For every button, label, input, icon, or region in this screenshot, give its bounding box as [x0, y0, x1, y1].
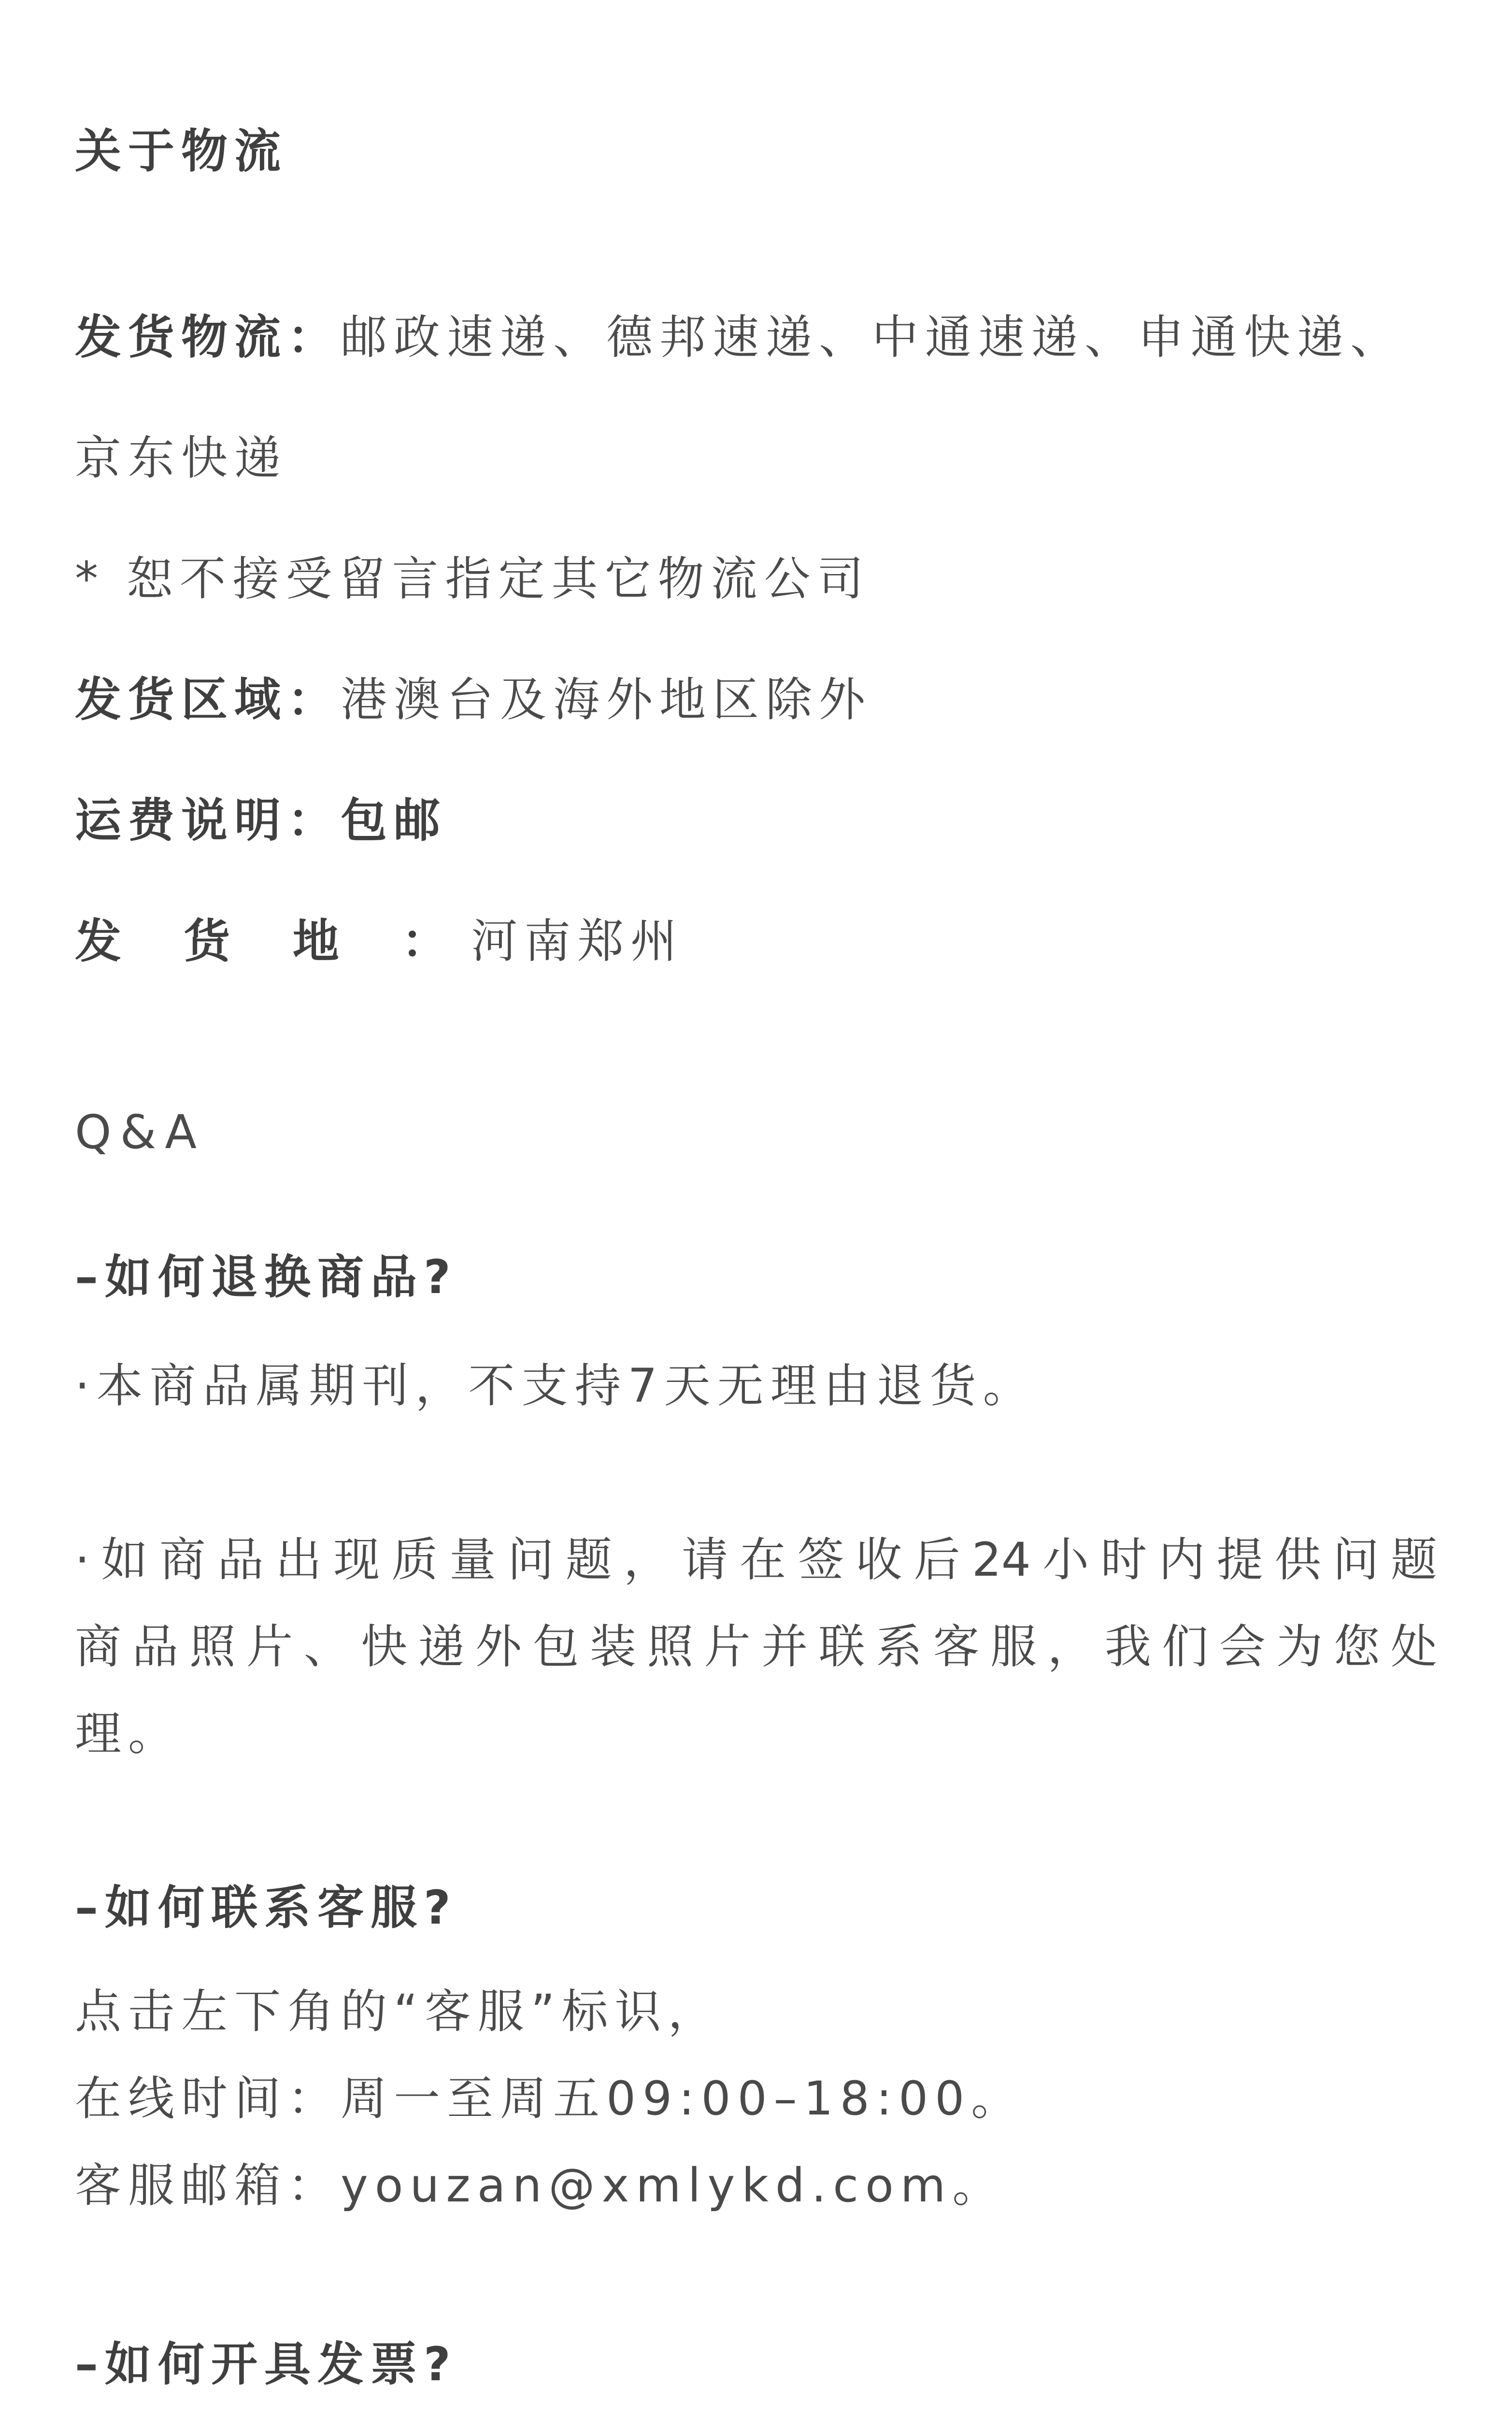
contact-answer-line-2: 在线时间：周一至周五09:00–18:00。	[75, 2071, 1025, 2126]
returns-answer-line-1: ·本商品属期刊，不支持7天无理由退货。	[75, 1359, 1036, 1413]
returns-question: –如何退换商品?	[75, 1250, 457, 1304]
invoice-question: –如何开具发票?	[75, 2337, 457, 2391]
returns-answer-line-2: ·如商品出现质量问题，请在签收后24小时内提供问题	[75, 1533, 1437, 1587]
region-row	[75, 673, 872, 727]
shipping-fee-label: 运费说明：	[75, 793, 341, 848]
region-label: 发货区域：	[75, 673, 341, 727]
carriers-value: 邮政速递、德邦速递、中通速递、申通快递、	[341, 310, 1403, 364]
origin-row	[75, 914, 684, 968]
returns-answer-line-3: 商品照片、快递外包装照片并联系客服，我们会为您处	[75, 1620, 1437, 1674]
carriers-label: 发货物流：	[75, 310, 341, 364]
origin-label: 发 货 地 ：	[75, 914, 471, 968]
contact-question: –如何联系客服?	[75, 1881, 457, 1935]
contact-answer-line-3: 客服邮箱：youzan@xmlykd.com。	[75, 2158, 1006, 2213]
shipping-fee-row	[75, 793, 447, 848]
qa-heading: Q&A	[75, 1105, 206, 1159]
shipping-fee-value: 包邮	[341, 793, 447, 848]
logistics-heading: 关于物流	[75, 124, 287, 178]
region-value: 港澳台及海外地区除外	[341, 673, 872, 727]
returns-answer-line-4: 理。	[75, 1707, 181, 1761]
contact-answer-line-1: 点击左下角的“客服”标识，	[75, 1985, 721, 2039]
carrier-notice: * 恕不接受留言指定其它物流公司	[75, 552, 870, 606]
carriers-row	[75, 310, 1403, 364]
origin-value: 河南郑州	[471, 914, 684, 968]
carriers-value-continued: 京东快递	[75, 431, 287, 485]
